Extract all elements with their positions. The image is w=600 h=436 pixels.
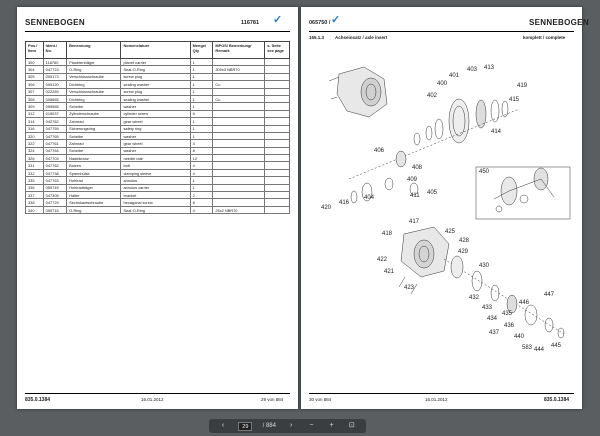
callout-450: 450	[479, 169, 490, 175]
checkmark-icon: ✓	[331, 14, 341, 26]
callout-432: 432	[469, 295, 480, 301]
callout-447: 447	[544, 292, 555, 298]
cell-benennung: Halter	[67, 192, 121, 199]
cell-remark	[213, 110, 265, 117]
footer-doc-id: 835.0.1384	[25, 397, 51, 403]
exploded-view-diagram	[309, 49, 577, 355]
cell-remark	[213, 103, 265, 110]
cell-nomenclature: annulus carrier	[121, 184, 190, 191]
cell-benennung: Hohlradträger	[67, 184, 121, 191]
cell-benennung: Scheibe	[67, 132, 121, 139]
footer-doc-id: 835.0.1384	[544, 397, 570, 403]
cell-pos: 326	[26, 155, 44, 162]
cell-remark	[213, 177, 265, 184]
cell-remark: 300x3 NBR70	[213, 66, 265, 73]
cell-remark	[213, 140, 265, 147]
cell-benennung: Spannhülse	[67, 169, 121, 176]
sennebogen-logo: SENNEBOGEN	[529, 18, 589, 27]
cell-benennung: Zahnrad	[67, 118, 121, 125]
cell-qty: 4	[190, 162, 213, 169]
cell-remark	[213, 88, 265, 95]
callout-436: 436	[504, 323, 515, 329]
footer-date: 16.01.2012	[141, 397, 164, 402]
footer-rule	[25, 393, 290, 394]
cell-qty: 1	[190, 177, 213, 184]
cell-pos: 322	[26, 140, 44, 147]
assembly-title: Achseinsatz / axle insert	[335, 35, 388, 40]
cell-see-page	[265, 125, 290, 132]
cell-see-page	[265, 95, 290, 102]
table-row	[26, 118, 290, 125]
cell-pos: 336	[26, 184, 44, 191]
cell-benennung: Dichtring	[67, 95, 121, 102]
cell-qty: 1	[190, 103, 213, 110]
cell-nomenclature: screw plug	[121, 88, 190, 95]
zoom-out-icon[interactable]: −	[309, 422, 314, 429]
cell-remark: Cu	[213, 81, 265, 88]
cell-ident: 059565	[43, 103, 66, 110]
table-row	[26, 81, 290, 88]
col-header-benennung: Benennung	[67, 42, 121, 59]
cell-remark	[213, 162, 265, 169]
assembly-subtitle: komplett / complete	[523, 35, 566, 40]
cell-pos: 340	[26, 206, 44, 213]
table-row	[26, 125, 290, 132]
callout-415: 415	[509, 97, 520, 103]
cell-see-page	[265, 177, 290, 184]
cell-nomenclature: screw plug	[121, 73, 190, 80]
cell-see-page	[265, 155, 290, 162]
cell-see-page	[265, 140, 290, 147]
cell-ident: 047759	[43, 125, 66, 132]
cell-qty: 1	[190, 81, 213, 88]
cell-benennung: O-Ring	[67, 206, 121, 213]
cell-pos: 304	[26, 66, 44, 73]
cell-remark	[213, 169, 265, 176]
cell-benennung: Zahnrad	[67, 140, 121, 147]
cell-nomenclature: clamping sleeve	[121, 169, 190, 176]
cell-remark: Cu	[213, 95, 265, 102]
callout-416: 416	[339, 200, 350, 206]
cell-qty: 1	[190, 132, 213, 139]
callout-423: 423	[404, 285, 415, 291]
cell-ident: 047764	[43, 147, 66, 154]
callout-425: 425	[445, 229, 456, 235]
cell-remark	[213, 184, 265, 191]
next-page-icon[interactable]: ›	[290, 422, 293, 429]
callout-418: 418	[382, 231, 393, 237]
zoom-in-icon[interactable]: +	[329, 422, 334, 429]
cell-ident: 019037	[43, 110, 66, 117]
table-row	[26, 155, 290, 162]
cell-see-page	[265, 169, 290, 176]
prev-page-icon[interactable]: ‹	[221, 422, 225, 429]
footer-page-count: 29 von 884	[261, 397, 284, 402]
table-row	[26, 140, 290, 147]
page-total: / 884	[262, 423, 276, 429]
cell-nomenclature: safety ring	[121, 125, 190, 132]
cell-nomenclature: Seal-O-Ring	[121, 206, 190, 213]
col-header-see-page: s. Seite see page	[265, 42, 290, 59]
cell-remark	[213, 132, 265, 139]
cell-ident: 005120	[43, 81, 66, 88]
cell-benennung: O-Ring	[67, 66, 121, 73]
cell-nomenclature: bolt	[121, 162, 190, 169]
cell-benennung: Scheibe	[67, 103, 121, 110]
cell-ident: 005665	[43, 95, 66, 102]
cell-ident: 059715	[43, 206, 66, 213]
callout-404: 404	[364, 195, 375, 201]
cell-nomenclature: washer	[121, 132, 190, 139]
col-header-pos: Pos./ Item	[26, 42, 44, 59]
cell-nomenclature: needle rate	[121, 155, 190, 162]
table-row	[26, 103, 290, 110]
table-row	[26, 88, 290, 95]
cell-remark	[213, 199, 265, 206]
cell-pos: 331	[26, 162, 44, 169]
cell-see-page	[265, 66, 290, 73]
cell-pos: 338	[26, 199, 44, 206]
callout-430: 430	[479, 263, 490, 269]
cell-ident: 118760	[43, 59, 66, 66]
header-rule	[309, 31, 574, 32]
cell-remark	[213, 73, 265, 80]
cell-see-page	[265, 192, 290, 199]
cell-pos: 332	[26, 169, 44, 176]
cell-pos: 306	[26, 81, 44, 88]
callout-400: 400	[437, 81, 448, 87]
col-header-qty: Menge/ Qty	[190, 42, 213, 59]
cell-qty: 1	[190, 73, 213, 80]
cell-benennung: Zylinderschraube	[67, 110, 121, 117]
table-row	[26, 95, 290, 102]
cell-qty: 1	[190, 95, 213, 102]
cell-pos: 305	[26, 73, 44, 80]
callout-411: 411	[410, 193, 420, 199]
cell-pos: 312	[26, 110, 44, 117]
cell-nomenclature: planet carrier	[121, 59, 190, 66]
cell-ident: 022289	[43, 88, 66, 95]
callout-409: 409	[407, 177, 418, 183]
callout-420: 420	[321, 205, 332, 211]
callout-428: 428	[459, 238, 470, 244]
cell-qty: 1	[190, 59, 213, 66]
callout-435: 435	[502, 311, 513, 317]
callout-429: 429	[458, 249, 469, 255]
cell-nomenclature: annulus	[121, 177, 190, 184]
cell-ident: 059749	[43, 184, 66, 191]
cell-pos: 309	[26, 103, 44, 110]
cell-nomenclature: washer	[121, 147, 190, 154]
cell-qty: 6	[190, 110, 213, 117]
cell-nomenclature: gear wheel	[121, 118, 190, 125]
cell-qty: 1	[190, 118, 213, 125]
col-header-remark: MPOS/ Bemerkung/ Remark	[213, 42, 265, 59]
callout-444: 444	[534, 347, 545, 353]
cell-nomenclature: hexagonal screw	[121, 199, 190, 206]
cell-benennung: Nadelkranz	[67, 155, 121, 162]
footer-rule	[309, 393, 574, 394]
cell-see-page	[265, 110, 290, 117]
callout-446: 446	[519, 300, 530, 306]
cell-qty: 12	[190, 155, 213, 162]
cell-see-page	[265, 147, 290, 154]
cell-benennung: Bolzen	[67, 162, 121, 169]
cell-ident: 042762	[43, 118, 66, 125]
fit-page-icon[interactable]: ⊡	[348, 422, 355, 429]
cell-see-page	[265, 184, 290, 191]
cell-benennung: Sechskantschraube	[67, 199, 121, 206]
table-row	[26, 199, 290, 206]
cell-see-page	[265, 73, 290, 80]
col-header-ident: Ident./ No.	[43, 42, 66, 59]
section-number: 155.1.3	[309, 35, 325, 40]
callout-405: 405	[427, 190, 438, 196]
cell-benennung: Hohlrad	[67, 177, 121, 184]
cell-see-page	[265, 132, 290, 139]
cell-remark: 25x2 NBR70	[213, 206, 265, 213]
document-number: 065750 /	[309, 20, 331, 26]
cell-remark	[213, 155, 265, 162]
cell-remark	[213, 125, 265, 132]
left-page	[17, 7, 298, 409]
table-row	[26, 73, 290, 80]
cell-see-page	[265, 103, 290, 110]
cell-nomenclature: bracket	[121, 192, 190, 199]
table-header-row	[26, 42, 290, 59]
header-rule	[25, 31, 290, 32]
callout-419: 419	[517, 83, 528, 89]
cell-pos: 316	[26, 125, 44, 132]
table-row	[26, 66, 290, 73]
cell-qty: 1	[190, 88, 213, 95]
callout-417: 417	[409, 219, 420, 225]
footer-date: 16.01.2012	[425, 397, 448, 402]
cell-see-page	[265, 199, 290, 206]
cell-pos: 335	[26, 177, 44, 184]
cell-nomenclature: washer	[121, 103, 190, 110]
cell-ident: 047729	[43, 199, 66, 206]
callout-437: 437	[489, 330, 500, 336]
cell-nomenclature: sealing washer	[121, 95, 190, 102]
cell-pos: 307	[26, 88, 44, 95]
right-page	[301, 7, 589, 409]
cell-see-page	[265, 88, 290, 95]
cell-ident: 047723	[43, 66, 66, 73]
cell-pos: 314	[26, 118, 44, 125]
checkmark-icon: ✓	[273, 14, 283, 26]
cell-qty: 8	[190, 147, 213, 154]
cell-ident: 047703	[43, 155, 66, 162]
callout-440: 440	[514, 334, 525, 340]
cell-see-page	[265, 162, 290, 169]
viewer-toolbar	[209, 419, 366, 433]
cell-benennung: Planetenträger	[67, 59, 121, 66]
footer-page-count: 30 von 884	[309, 397, 332, 402]
callout-413: 413	[484, 65, 495, 71]
cell-pos: 337	[26, 192, 44, 199]
table-row	[26, 169, 290, 176]
cell-benennung: Dichtring	[67, 81, 121, 88]
cell-ident: 047761	[43, 140, 66, 147]
callout-421: 421	[384, 269, 395, 275]
cell-nomenclature: cylinder screw	[121, 110, 190, 117]
cell-remark	[213, 192, 265, 199]
cell-qty: 1	[190, 125, 213, 132]
cell-nomenclature: gear wheel	[121, 140, 190, 147]
cell-remark	[213, 147, 265, 154]
cell-benennung: Sicherungsring	[67, 125, 121, 132]
callout-583: 583	[522, 345, 533, 351]
table-row	[26, 192, 290, 199]
cell-nomenclature: Seal-O-Ring	[121, 66, 190, 73]
table-row	[26, 110, 290, 117]
callout-408: 408	[412, 165, 423, 171]
callout-406: 406	[374, 148, 385, 154]
cell-nomenclature: sealing washer	[121, 81, 190, 88]
sennebogen-logo: SENNEBOGEN	[25, 18, 85, 27]
table-row	[26, 132, 290, 139]
table-row	[26, 147, 290, 154]
cell-remark	[213, 118, 265, 125]
cell-pos: 324	[26, 147, 44, 154]
callout-422: 422	[377, 257, 388, 263]
callout-401: 401	[449, 73, 460, 79]
table-row	[26, 177, 290, 184]
parts-table	[25, 41, 290, 214]
cell-benennung: Scheibe	[67, 147, 121, 154]
table-row	[26, 206, 290, 213]
col-header-nomenclature: Nomenclature	[121, 42, 190, 59]
cell-qty: 1	[190, 66, 213, 73]
cell-see-page	[265, 59, 290, 66]
callout-402: 402	[427, 93, 438, 99]
cell-see-page	[265, 81, 290, 88]
cell-ident: 005173	[43, 73, 66, 80]
cell-benennung: Verschlussschraube	[67, 88, 121, 95]
cell-pos: 320	[26, 132, 44, 139]
table-row	[26, 162, 290, 169]
cell-remark	[213, 59, 265, 66]
cell-see-page	[265, 118, 290, 125]
cell-see-page	[265, 206, 290, 213]
cell-qty: 2	[190, 192, 213, 199]
callout-445: 445	[551, 343, 562, 349]
cell-ident: 047762	[43, 162, 66, 169]
cell-ident: 047305	[43, 192, 66, 199]
cell-pos: 300	[26, 59, 44, 66]
cell-qty: 1	[190, 184, 213, 191]
callout-414: 414	[491, 129, 502, 135]
cell-qty: 4	[190, 169, 213, 176]
cell-pos: 308	[26, 95, 44, 102]
cell-ident: 047738	[43, 169, 66, 176]
table-row	[26, 184, 290, 191]
cell-ident: 047763	[43, 177, 66, 184]
table-row	[26, 59, 290, 66]
cell-qty: 4	[190, 206, 213, 213]
document-number: 116781	[241, 20, 260, 26]
cell-ident: 047765	[43, 132, 66, 139]
callout-434: 434	[487, 316, 498, 322]
cell-qty: 8	[190, 199, 213, 206]
cell-qty: 4	[190, 140, 213, 147]
cell-benennung: Verschlussschraube	[67, 73, 121, 80]
callout-433: 433	[482, 305, 493, 311]
page-number-input[interactable]: 29	[238, 422, 252, 431]
callout-403: 403	[467, 67, 478, 73]
